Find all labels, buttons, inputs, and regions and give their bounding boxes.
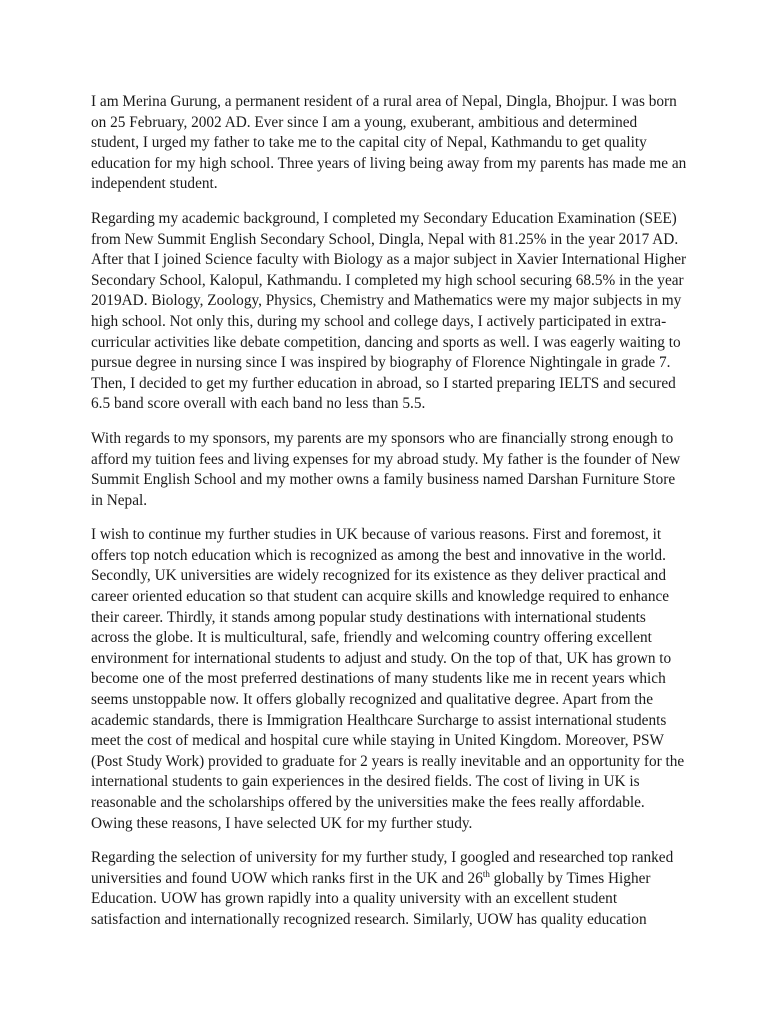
paragraph-academic-background [91,209,691,415]
text-line: academic standards, there is Immigration Healthcare Surcharge to assist international students [91,711,667,729]
text-line: student, I urged my father to take me to the capital city of Nepal, Kathmandu to get quality [91,134,647,152]
text-line: Regarding my academic background, I completed my Secondary Education Examination (SEE) [91,209,677,227]
text-line: high school. Not only this, during my school and college days, I actively participated in extra- [91,312,667,330]
text-line: I wish to continue my further studies in UK because of various reasons. First and foremost, it [91,526,662,544]
document-body [91,92,691,834]
text-line: Then, I decided to get my further education in abroad, so I started preparing IELTS and secured [91,374,676,392]
text-line: I am Merina Gurung, a permanent resident of a rural area of Nepal, Dingla, Bhojpur. I was born [91,93,677,110]
text-line: With regards to my sponsors, my parents are my sponsors who are financially strong enough to [91,429,674,447]
text-line: offers top notch education which is recognized as among the best and innovative in the world. [91,546,666,564]
paragraph-university-selection [91,848,691,930]
text-line: international students to gain experiences in the desired fields. The cost of living in UK is [91,773,640,791]
text-line: from New Summit English Secondary School, Dingla, Nepal with 81.25% in the year 2017 AD. [91,230,679,248]
text-fragment: universities and found UOW which ranks first in the UK and 26 [91,869,483,887]
text-line: afford my tuition fees and living expenses for my abroad study. My father is the founder of New [91,450,681,468]
text-line: education for my high school. Three years of living being away from my parents has made me an [91,154,687,172]
text-line: 2019AD. Biology, Zoology, Physics, Chemistry and Mathematics were my major subjects in my [91,292,682,310]
text-line: satisfaction and internationally recognized research. Similarly, UOW has quality education [91,910,647,928]
text-fragment: globally by Times Higher [489,869,651,887]
text-line: their career. Thirdly, it stands among popular study destinations with international students [91,608,646,626]
text-line: After that I joined Science faculty with Biology as a major subject in Xavier International Higher [91,251,687,269]
text-line: meet the cost of medical and hospital cure while staying in United Kingdom. Moreover, PSW [91,732,664,750]
text-line: Secondly, UK universities are widely recognized for its existence as they deliver practical and [91,567,666,585]
text-line [91,869,691,890]
text-line: Summit English School and my mother owns a family business named Darshan Furniture Store [91,471,676,489]
text-line: Secondary School, Kalopul, Kathmandu. I completed my high school securing 68.5% in the year [91,271,684,289]
paragraph-introduction [91,92,691,195]
text-line: become one of the most preferred destinations of many students like me in recent years which [91,670,666,688]
text-line: career oriented education so that student can acquire skills and knowledge required to enhance [91,588,670,606]
text-line: pursue degree in nursing since I was inspired by biography of Florence Nightingale in grade 7. [91,354,671,372]
paragraph-why-uk [91,525,691,834]
text-line: Regarding the selection of university for my further study, I googled and researched top ranked [91,849,674,867]
text-line: (Post Study Work) provided to graduate for 2 years is really inevitable and an opportunity for the [91,752,685,770]
ordinal-superscript: th [482,868,490,879]
paragraph-sponsors [91,429,691,511]
text-line: Owing these reasons, I have selected UK for my further study. [91,814,473,832]
text-line: on 25 February, 2002 AD. Ever since I am a young, exuberant, ambitious and determined [91,113,638,131]
text-line: 6.5 band score overall with each band no less than 5.5. [91,395,426,413]
text-line: curricular activities like debate competition, dancing and sports as well. I was eagerly waiting to [91,333,681,351]
document-page [91,92,691,945]
text-line: independent student. [91,175,218,193]
text-line: environment for international students to adjust and study. On the top of that, UK has grown to [91,649,672,667]
text-line: across the globe. It is multicultural, safe, friendly and welcoming country offering excellent [91,629,652,647]
text-line: Education. UOW has grown rapidly into a quality university with an excellent student [91,890,618,908]
text-line: in Nepal. [91,491,148,509]
text-line: seems unstoppable now. It offers globally recognized and qualitative degree. Apart from the [91,691,653,709]
text-line: reasonable and the scholarships offered by the universities make the fees really affordable. [91,794,645,811]
